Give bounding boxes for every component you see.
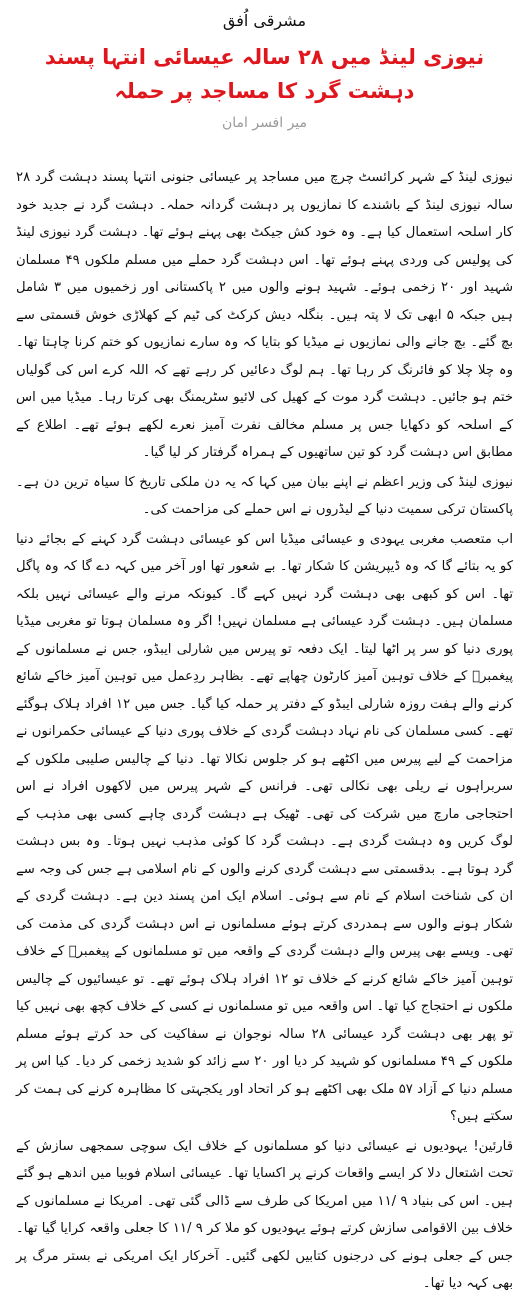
author-byline: میر افسر امان [221, 115, 308, 131]
body-paragraph: قارئین! یہودیوں نے عیسائی دنیا کو مسلمانوں کے خلاف ایک سوچی سمجھی سازش کے تحت اشتعال دلا کر ایسے واقعات کرنے پر اکسایا تھا۔ عیسائی اسلام فوبیا میں اندھے ہو گئے ہیں۔ اس کی بنیاد ۹ /۱۱ میں امریکا کی طرف سے ڈالی گئی تھی۔ امریکا نے مسلمانوں کے خلاف بین الاقوامی سازش کرتے ہوئے یہودیوں کو ملا کر ۹ /۱۱ کا جعلی واقعہ کرایا گیا تھا۔ جس کے جعلی ہونے کی درجنوں کتابیں لکھی گئیں۔ آخرکار ایک امریکی نے بستر مرگ پر بھی کہہ دیا تھا۔ [16, 1138, 514, 1291]
body-paragraph: اب متعصب مغربی یہودی و عیسائی میڈیا اس کو عیسائی دہشت گرد کہنے کے بجائے دنیا کو یہ بتائے گا کہ وہ ڈیپریشن کا شکار تھا۔ بے شعور تھا اور آخر میں کہہ دے گا کہ وہ پاگل تھا۔ اس کو کبھی بھی دہشت گرد نہیں کہے گا۔ کیونکہ مرنے والے عیسائی نہیں بلکہ مسلمان ہیں۔ دہشت گرد عیسائی ہے مسلمان نہیں! اگر وہ مسلمان ہوتا تو مغربی میڈیا پوری دنیا کو سر پر اٹھا لیتا۔ ایک دفعہ تو پیرس میں شارلی ایبڈو، جس نے مسلمانوں کے پیغمبرؐ کے خلاف توہین آمیز کارٹون چھاپے تھے۔ بظاہر ردِعمل میں توہین آمیز خاکے شائع کرنے والے ہفت روزہ شارلی ایبڈو کے دفتر پر حملہ کیا گیا۔ جس میں ۱۲ افراد ہلاک ہوگئے تھے۔ کسی مسلمان کی نام نہاد دہشت گردی کے خلاف پوری دنیا کے عیسائی حکمرانوں نے مزاحمت کے لیے پیرس میں اکٹھے ہو کر جلوس نکالا تھا۔ دنیا کے چالیس صلیبی ملکوں کے سربراہوں نے ریلی بھی نکالی تھی۔ فرانس کے شہر پیرس میں لاکھوں افراد نے اس احتجاجی مارچ میں شرکت کی تھی۔ ٹھیک ہے دہشت گردی چاہے کسی بھی مذہب کے لوگ کریں وہ دہشت گردی ہے۔ دہشت گرد کا کوئی مذہب نہیں ہوتا۔ وہ بس دہشت گرد ہوتا ہے۔ بدقسمتی سے دہشت گردی کرنے والوں کے نام اسلامی ہے جس کی وجہ سے ان کی شناخت اسلام کے نام سے ہوئی۔ اسلام ایک امن پسند دین ہے۔ دہشت گردی کے شکار ہونے والوں سے ہمدردی کرتے ہوئے مسلمانوں نے اس دہشت گردی کی مذمت کی تھی۔ ویسے بھی پیرس والے دہشت گردی کے واقعہ میں تو مسلمانوں کے پیغمبرؐ کے خلاف توہین آمیز خاکے شائع کرنے کے خلاف تو ۱۲ افراد ہلاک ہوئے تھے۔ تو عیسائیوں کے چالیس ملکوں نے احتجاج کیا تھا۔ اس واقعہ میں تو مسلمانوں نے کسی کے خلاف کچھ بھی نہیں کیا تو پھر بھی دہشت گرد عیسائی ۲۸ سالہ نوجوان نے سفاکیت کی حد کرتے ہوئے مسلم ملکوں کے ۴۹ مسلمانوں کو شہید کر دیا اور ۲۰ سے زائد کو شدید زخمی کر دیا۔ کیا اس پر مسلم دنیا کے آزاد ۵۷ ملک بھی اکٹھے ہو کر اتحاد اور یکجہتی کا مظاہرہ کرنے کی ہمت کر سکتے ہیں؟ [16, 531, 513, 1124]
body-paragraph: نیوزی لینڈ کی وزیر اعظم نے اپنے بیان میں کہا کہ یہ دن ملکی تاریخ کا سیاہ ترین دن ہے۔ پاکستان ترکی سمیت دنیا کے لیڈروں نے اس حملے کی مزاحمت کی۔ [16, 474, 513, 517]
article-body [16, 164, 513, 1298]
article-headline: نیوزی لینڈ میں ۲۸ سالہ عیسائی انتہا پسند دہشت گرد کا مساجد پر حملہ [44, 45, 485, 103]
body-paragraph: نیوزی لینڈ کے شہر کرائسٹ چرچ میں مساجد پر عیسائی جنونی انتہا پسند دہشت گرد ۲۸ سالہ نیوزی لینڈ کے باشندے کا نمازیوں پر دہشت گردانہ حملہ۔ دہشت گرد نے جدید خود کار اسلحہ استعمال کیا ہے۔ وہ خود کش جیکٹ بھی پہنے ہوئے تھا۔ دہشت گرد نیوزی لینڈ کی پولیس کی وردی پہنے ہوئے تھا۔ اس دہشت گرد حملے میں مسلم ملکوں ۴۹ مسلمان شہید اور ۲۰ زخمی ہوئے۔ شہید ہونے والوں میں ۲ پاکستانی اور زخمیوں میں ۳ شامل ہیں جبکہ ۵ ابھی تک لا پتہ ہیں۔ بنگلہ دیش کرکٹ کی ٹیم کے کھلاڑی خوش قسمتی سے بچ گئے۔ بچ جانے والی نمازیوں نے میڈیا کو بتایا کہ وہ سارے نمازیوں کو ختم کرنا چاہتا تھا۔ وہ چلا چلا کو فائرنگ کر رہا تھا۔ ہم لوگ دعائیں کر رہے تھے کہ اللہ کرے اس کی گولیاں ختم ہو جائیں۔ دہشت گرد موت کے کھیل کی لائیو سٹریمنگ بھی کرتا رہا۔ میڈیا میں اس کے اسلحہ کو دکھایا جس پر مسلم مخالف نفرت آمیز نعرے لکھے ہوئے تھے۔ اطلاع کے مطابق اس دہشت گرد کو تین ساتھیوں کے ہمراہ گرفتار کر لیا گیا۔ [16, 170, 513, 460]
column-name: مشرقی اُفق [222, 11, 307, 30]
